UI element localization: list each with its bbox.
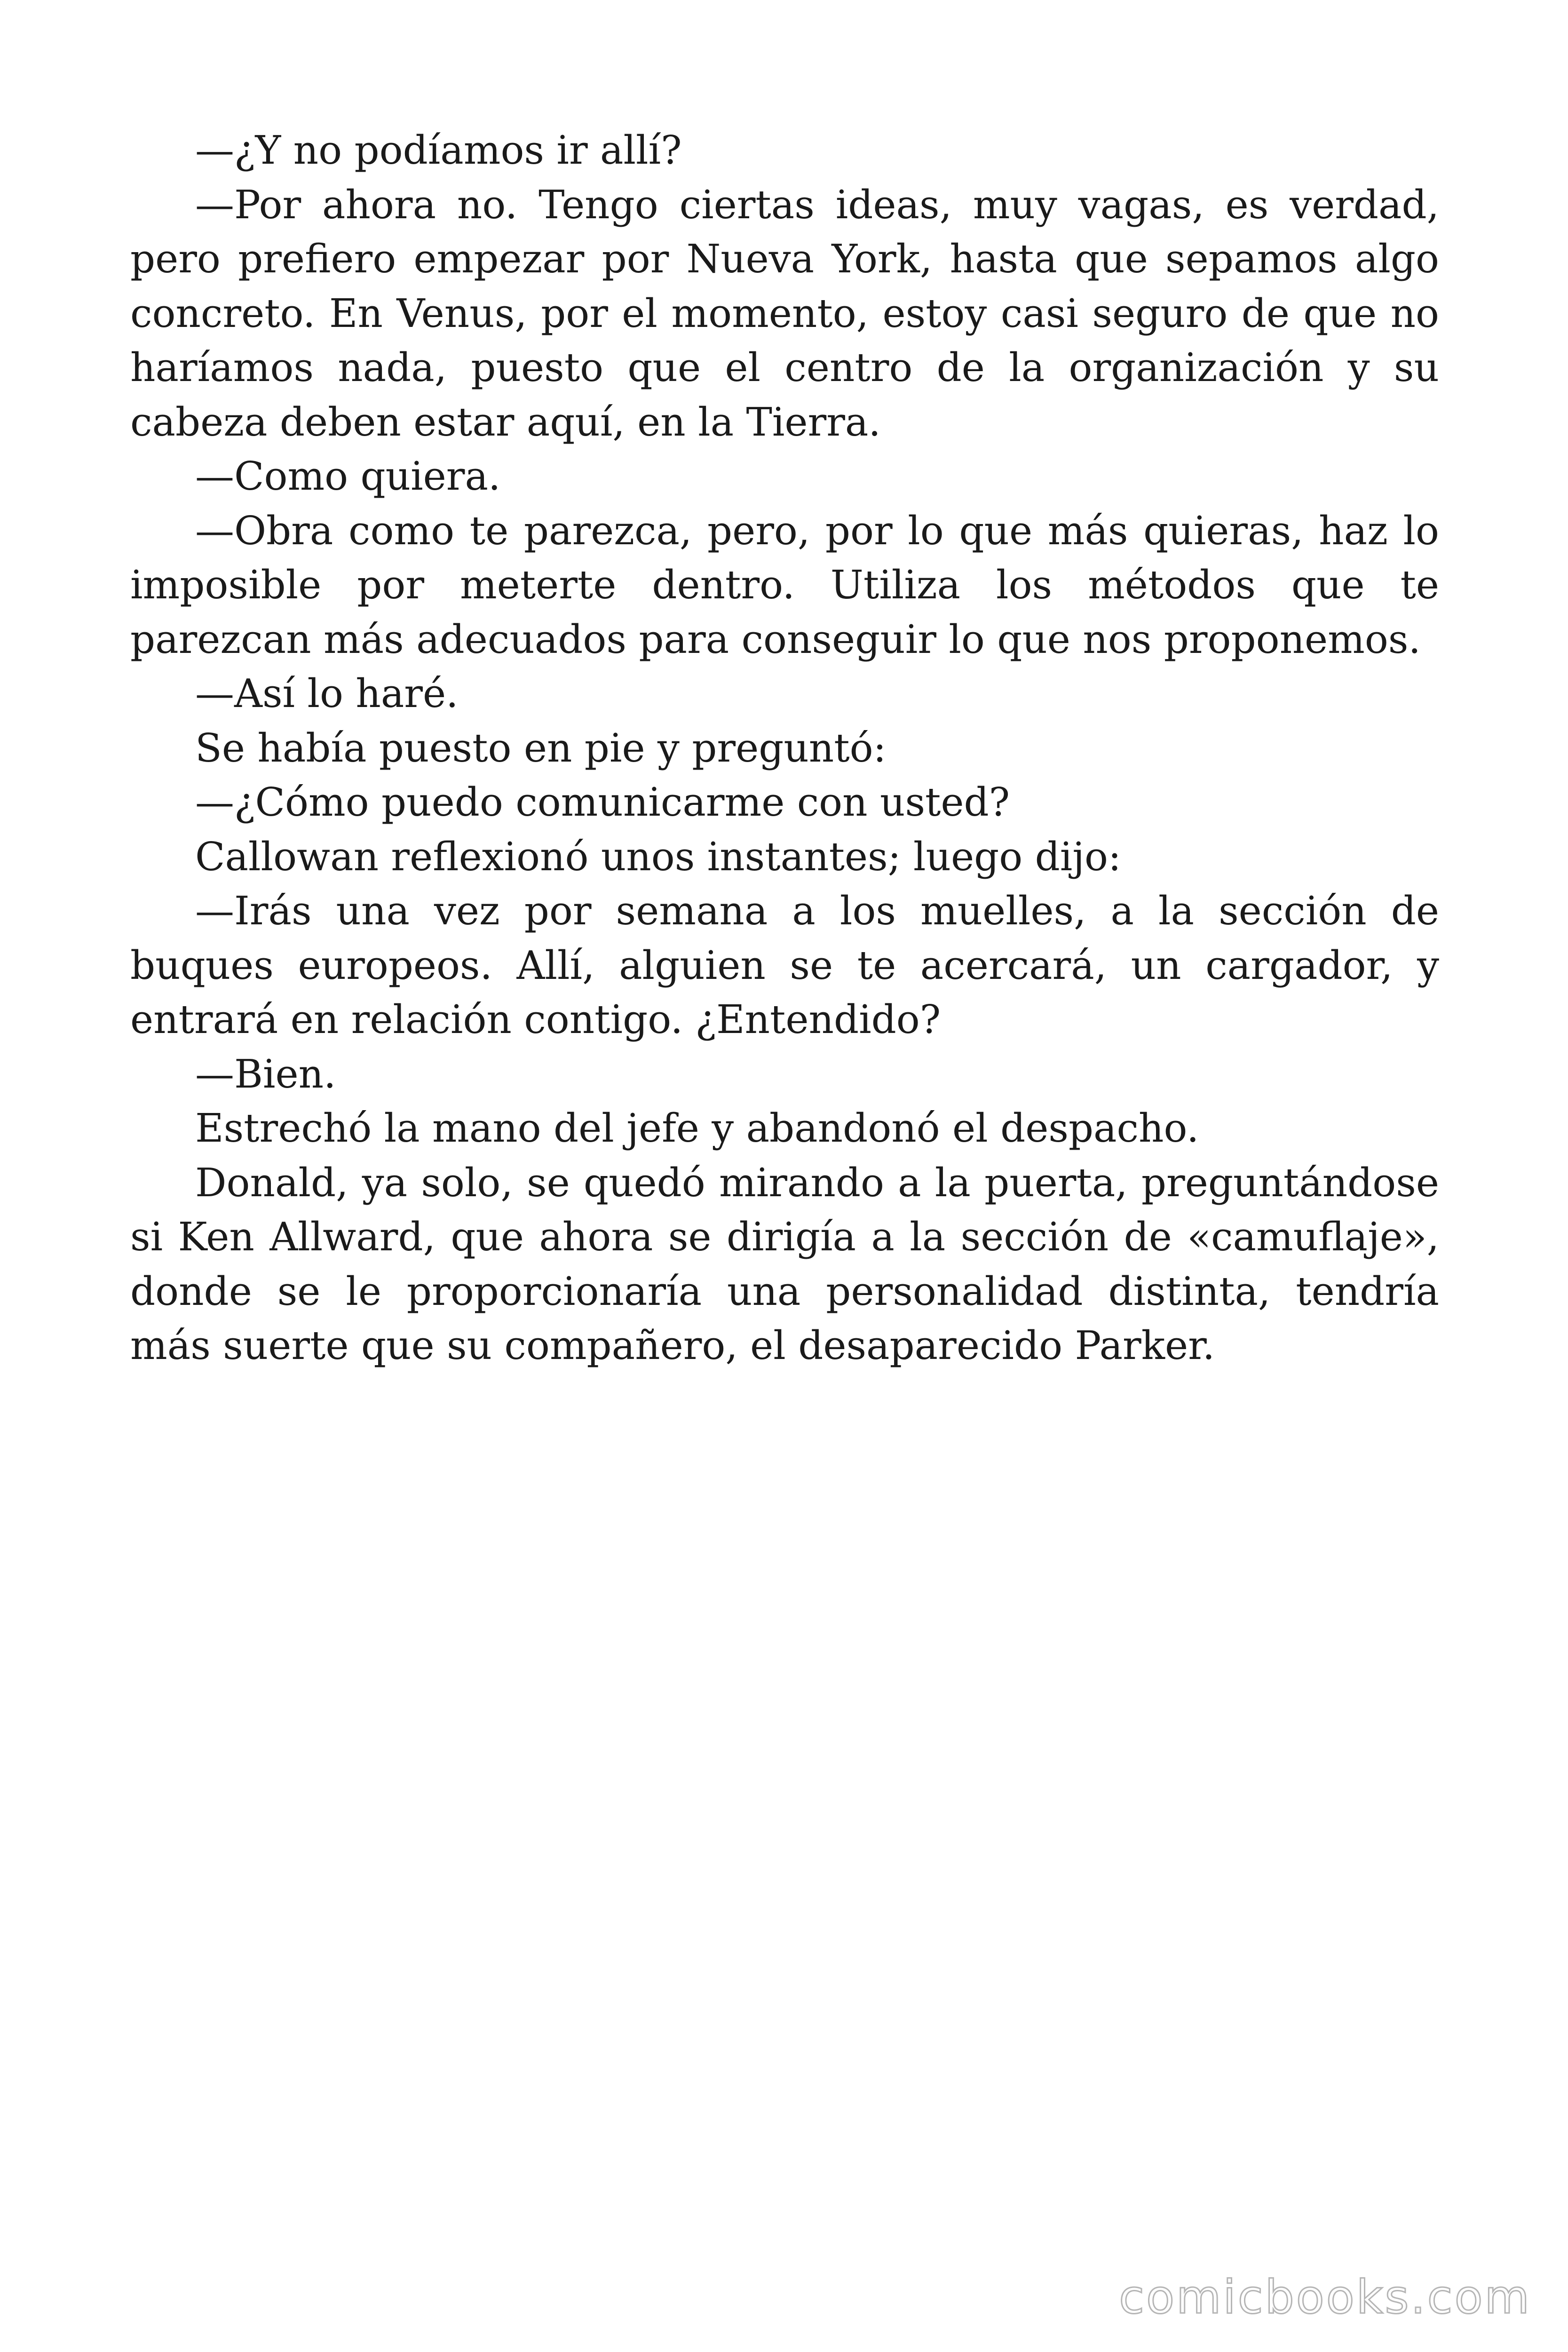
watermark: comicbooks.com xyxy=(1119,2271,1531,2324)
paragraph: —Obra como te parezca, pero, por lo que más quieras, haz lo imposible por meterte dentro. Utiliza los métodos que te parezcan más adecuados para conseguir lo que nos proponemos. xyxy=(130,508,1439,662)
page-body xyxy=(130,123,1439,1373)
paragraph: Callowan reflexionó unos instantes; luego dijo: xyxy=(195,834,1121,880)
paragraph: —¿Y no podíamos ir allí? xyxy=(195,127,682,173)
paragraph: —Bien. xyxy=(195,1051,336,1097)
paragraph: —Irás una vez por semana a los muelles, a la sección de buques europeos. Allí, alguien se te acercará, un cargador, y entrará en relación contigo. ¿Entendido? xyxy=(130,888,1439,1042)
paragraph: —Así lo haré. xyxy=(195,671,459,716)
paragraph: —Por ahora no. Tengo ciertas ideas, muy vagas, es verdad, pero prefiero empezar por Nueva York, hasta que sepamos algo concreto. En Venus, por el momento, estoy casi seguro de que no haríamos nada, puesto que el centro de la organización y su cabeza deben estar aquí, en la Tierra. xyxy=(130,182,1439,445)
paragraph: —Como quiera. xyxy=(195,453,501,499)
paragraph: Se había puesto en pie y preguntó: xyxy=(195,725,887,771)
paragraph: Estrechó la mano del jefe y abandonó el despacho. xyxy=(195,1105,1199,1151)
paragraph: Donald, ya solo, se quedó mirando a la puerta, preguntándose si Ken Allward, que ahora se dirigía a la sección de «camuflaje», donde se le proporcionaría una personalidad distinta, tendría más suerte que su compañero, el desaparecido Parker. xyxy=(130,1160,1439,1368)
paragraph: —¿Cómo puedo comunicarme con usted? xyxy=(195,779,1010,825)
